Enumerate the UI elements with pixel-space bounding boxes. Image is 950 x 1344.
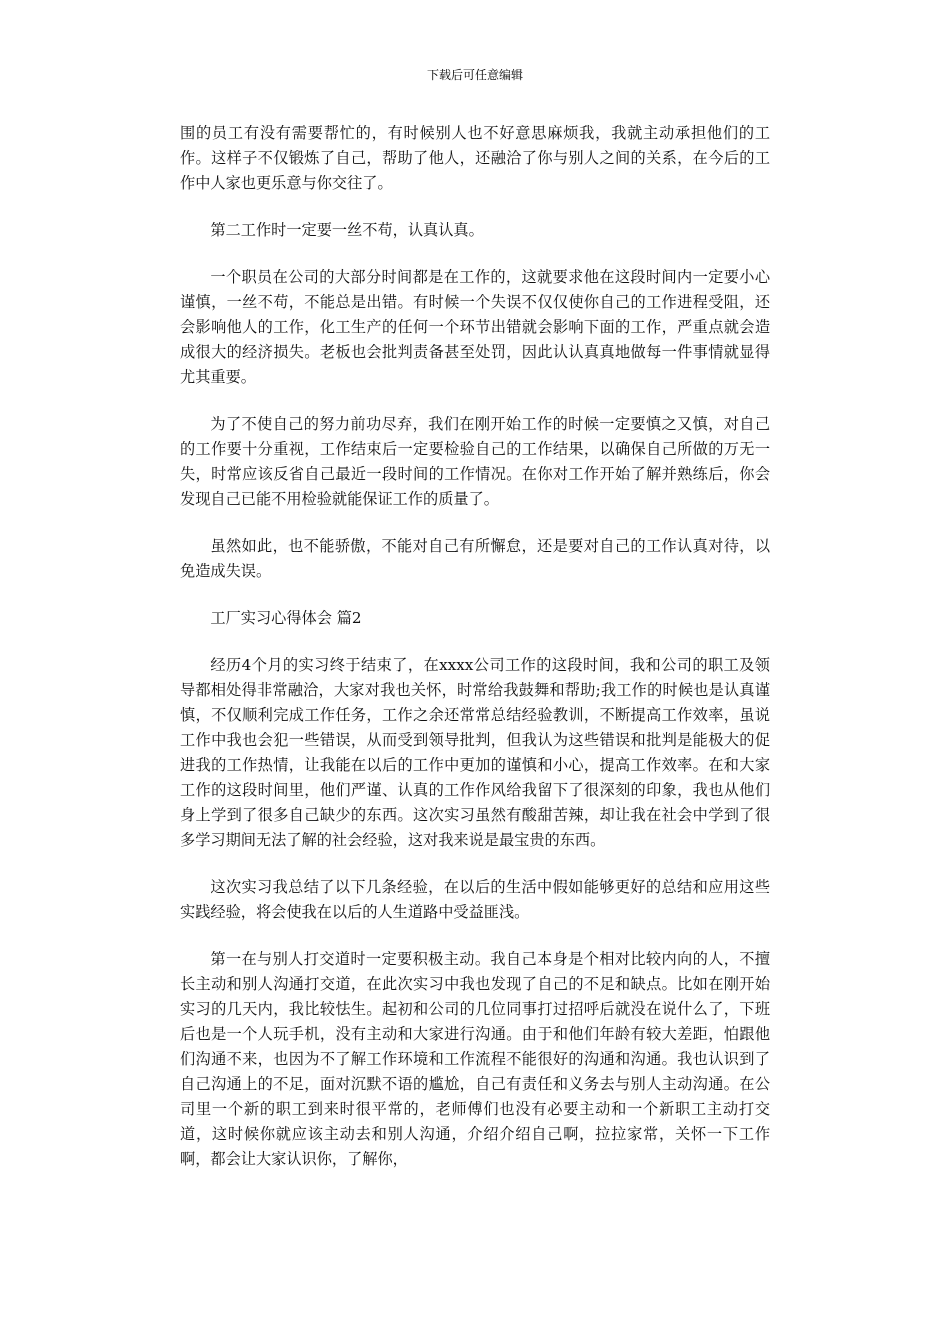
paragraph-4: 为了不使自己的努力前功尽弃，我们在刚开始工作的时候一定要慎之又慎，对自己的工作要十分重视，工作结束后一定要检验自己的工作结果，以确保自己所做的万无一失，时常应该反省自己最近一段时间的工作情况。在你对工作开始了解并熟练后，你会发现自己已能不用检验就能保证工作的质量了。 (180, 415, 770, 508)
page-header: 下载后可任意编辑 (426, 68, 523, 82)
paragraph-1: 围的员工有没有需要帮忙的，有时候别人也不好意思麻烦我，我就主动承担他们的工作。这样子不仅锻炼了自己，帮助了他人，还融洽了你与别人之间的关系，在今后的工作中人家也更乐意与你交往了。 (180, 124, 770, 192)
paragraph-9: 第一在与别人打交道时一定要积极主动。我自己本身是个相对比较内向的人，不擅长主动和别人沟通打交道，在此次实习中我也发现了自己的不足和缺点。比如在刚开始实习的几天内，我比较怯生。起初和公司的几位同事打过招呼后就没在说什么了，下班后也是一个人玩手机，没有主动和大家进行沟通。由于和他们年龄有较大差距，怕跟他们沟通不来，也因为不了解工作环境和工作流程不能很好的沟通和沟通。我也认识到了自己沟通上的不足，面对沉默不语的尴尬，自己有责任和义务去与别人主动沟通。在公司里一个新的职工到来时很平常的，老师傅们也没有必要主动和一个新职工主动打交道，这时候你就应该主动去和别人沟通，介绍介绍自己啊，拉拉家常，关怀一下工作啊，都会让大家认识你，了解你， (180, 950, 770, 1168)
document-body (180, 121, 770, 1194)
paragraph-2: 第二工作时一定要一丝不苟，认真认真。 (210, 221, 484, 239)
paragraph-5: 虽然如此，也不能骄傲，不能对自己有所懈怠，还是要对自己的工作认真对待，以免造成失误。 (180, 537, 770, 580)
paragraph-8: 这次实习我总结了以下几条经验，在以后的生活中假如能够更好的总结和应用这些实践经验，将会使我在以后的人生道路中受益匪浅。 (180, 878, 770, 921)
paragraph-7: 经历4个月的实习终于结束了，在xxxx公司工作的这段时间，我和公司的职工及领导都相处得非常融洽，大家对我也关怀，时常给我鼓舞和帮助;我工作的时候也是认真谨慎，不仅顺利完成工作任务，工作之余还常常总结经验教训，不断提高工作效率，虽说工作中我也会犯一些错误，从而受到领导批判，但我认为这些错误和批判是能极大的促进我的工作热情，让我能在以后的工作中更加的谨慎和小心，提高工作效率。在和大家工作的这段时间里，他们严谨、认真的工作作风给我留下了很深刻的印象，我也从他们身上学到了很多自己缺少的东西。这次实习虽然有酸甜苦辣，却让我在社会中学到了很多学习期间无法了解的社会经验，这对我来说是最宝贵的东西。 (180, 656, 770, 849)
paragraph-3: 一个职员在公司的大部分时间都是在工作的，这就要求他在这段时间内一定要小心谨慎，一丝不苟，不能总是出错。有时候一个失误不仅仅使你自己的工作进程受阻，还会影响他人的工作，化工生产的任何一个环节出错就会影响下面的工作，严重点就会造成很大的经济损失。老板也会批判责备甚至处罚，因此认认真真地做每一件事情就显得尤其重要。 (180, 268, 770, 386)
section-heading: 工厂实习心得体会 篇2 (210, 609, 362, 627)
